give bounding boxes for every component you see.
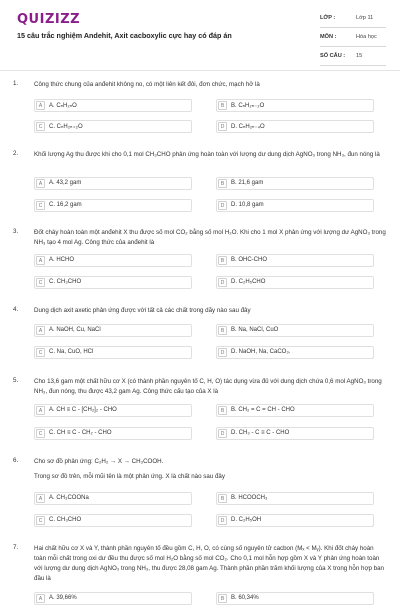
question-text: Công thức chung của anđehit không no, có một liên kết đôi, đơn chức, mạch hở là	[34, 81, 260, 88]
option-b[interactable]	[216, 592, 374, 605]
option-text: B. CH₂ = C = CH - CHO	[231, 407, 295, 413]
option-text: A. 43,2 gam	[49, 180, 82, 186]
option-letter: D	[218, 278, 227, 287]
option-text: A. CH₃COONa	[49, 495, 89, 501]
option-text: C. Na, CuO, HCl	[49, 349, 94, 355]
question-text: Đốt cháy hoàn toàn một anđehit X thu được số mol CO₂ bằng số mol H₂O. Khi cho 1 mol X phản ứng với lượng dư AgNO₃ trong NH₃ tạo 4 mol Ag. Công thức của anđehit là	[34, 229, 386, 246]
option-c[interactable]	[34, 514, 192, 527]
option-a[interactable]	[34, 99, 192, 112]
page-header	[0, 0, 400, 66]
question-text: Khối lượng Ag thu được khi cho 0,1 mol CH₃CHO phản ứng hoàn toàn với lượng dư dung dịch AgNO₃ trong NH₃, đun nóng là	[34, 151, 380, 158]
option-letter: C	[36, 201, 45, 210]
option-text: C. CH₃CHO	[49, 279, 82, 285]
option-a[interactable]	[34, 404, 192, 417]
option-a[interactable]	[34, 492, 192, 505]
option-a[interactable]	[34, 177, 192, 190]
option-b[interactable]	[216, 324, 374, 337]
meta-row-class	[320, 9, 386, 28]
option-text: D. C₂H₅CHO	[231, 279, 266, 285]
option-c[interactable]	[34, 346, 192, 359]
option-b[interactable]	[216, 99, 374, 112]
option-text: C. CₙH₂ₙ₊₂O	[49, 124, 83, 130]
option-text: C. CH₃CHO	[49, 517, 82, 523]
option-letter: D	[218, 516, 227, 525]
header-divider	[0, 70, 400, 71]
option-text: A. NaOH, Cu, NaCl	[49, 327, 101, 333]
option-letter: B	[218, 594, 227, 603]
option-letter: D	[218, 348, 227, 357]
meta-table	[320, 9, 386, 66]
meta-value: 15	[356, 53, 363, 59]
option-text: D. CₙH₂ₙ₋₄O	[231, 124, 265, 130]
option-a[interactable]	[34, 592, 192, 605]
option-text: D. 10,8 gam	[231, 202, 264, 208]
option-text: D. C₂H₅OH	[231, 517, 262, 523]
option-letter: A	[36, 594, 45, 603]
option-a[interactable]	[34, 324, 192, 337]
option-d[interactable]	[216, 276, 374, 289]
meta-row-subject	[320, 28, 386, 47]
option-b[interactable]	[216, 492, 374, 505]
question-number: 5.	[13, 377, 19, 384]
quizizz-logo: QUIZIZZ	[17, 12, 81, 27]
meta-label: SỐ CÂU :	[320, 53, 346, 59]
question-text-2: Trong sơ đồ trên, mỗi mũi tên là một phản ứng. X là chất nào sau đây	[34, 473, 225, 480]
option-letter: C	[36, 122, 45, 131]
option-letter: C	[36, 348, 45, 357]
option-text: D. CH₃ - C ≡ C - CHO	[231, 430, 290, 436]
option-letter: B	[218, 326, 227, 335]
meta-value: Lớp 11	[356, 15, 374, 21]
option-letter: D	[218, 201, 227, 210]
option-text: B. OHC-CHO	[231, 257, 267, 263]
question-text: Cho 13,6 gam một chất hữu cơ X (có thành phần nguyên tố C, H, O) tác dụng vừa đủ với dung dịch chứa 0,6 mol AgNO₃ trong NH₃, đun nóng, thu được 43,2 gam Ag. Công thức cấu tạo của X là	[34, 378, 382, 395]
option-letter: A	[36, 101, 45, 110]
option-letter: A	[36, 179, 45, 188]
question-number: 1.	[13, 80, 19, 87]
option-letter: A	[36, 406, 45, 415]
option-letter: A	[36, 256, 45, 265]
option-letter: B	[218, 406, 227, 415]
option-c[interactable]	[34, 427, 192, 440]
option-text: B. 60,34%	[231, 595, 259, 601]
question-number: 3.	[13, 228, 19, 235]
question-text: Hai chất hữu cơ X và Y, thành phần nguyên tố đều gồm C, H, O, có cùng số nguyên tử cacbon (Mₓ < Mᵧ). Khi đốt cháy hoàn toàn mỗi chất trong oxi dư đều thu được số mol H₂O bằng số mol CO₂. Cho 0,1 mol hỗn hợp gồm X và Y phản ứng hoàn toàn với lượng dư dung dịch AgNO₃ trong NH₃, thu được 28,08 gam Ag. Thành phần phần trăm khối lượng của X trong hỗn hợp ban đầu là	[34, 545, 384, 582]
option-b[interactable]	[216, 254, 374, 267]
option-letter: C	[36, 516, 45, 525]
option-d[interactable]	[216, 427, 374, 440]
option-d[interactable]	[216, 120, 374, 133]
option-letter: B	[218, 494, 227, 503]
option-text: D. NaOH, Na, CaCO₃.	[231, 349, 291, 355]
question-number: 2.	[13, 150, 19, 157]
option-text: A. HCHO	[49, 257, 75, 263]
option-text: B. HCOOCH₃	[231, 495, 268, 501]
option-text: C. CH ≡ C - CH₂ - CHO	[49, 430, 112, 436]
question-number: 7.	[13, 544, 19, 551]
option-a[interactable]	[34, 254, 192, 267]
option-text: A. CₙH₂ₙO	[49, 103, 77, 109]
question-number: 6.	[13, 457, 19, 464]
meta-label: LỚP :	[320, 15, 336, 21]
option-text: B. 21,6 gam	[231, 180, 264, 186]
option-text: B. CₙH₂ₙ₋₂O	[231, 103, 265, 109]
option-letter: C	[36, 429, 45, 438]
meta-label: MÔN :	[320, 34, 337, 40]
option-b[interactable]	[216, 404, 374, 417]
option-d[interactable]	[216, 346, 374, 359]
option-letter: B	[218, 101, 227, 110]
option-b[interactable]	[216, 177, 374, 190]
option-c[interactable]	[34, 276, 192, 289]
option-d[interactable]	[216, 514, 374, 527]
option-text: B. Na, NaCl, CuO	[231, 327, 279, 333]
option-text: C. 16,2 gam	[49, 202, 82, 208]
meta-value: Hóa học	[356, 34, 377, 40]
option-letter: B	[218, 256, 227, 265]
option-letter: D	[218, 429, 227, 438]
option-text: A. 39,66%	[49, 595, 77, 601]
question-number: 4.	[13, 306, 19, 313]
option-letter: D	[218, 122, 227, 131]
option-letter: C	[36, 278, 45, 287]
option-d[interactable]	[216, 199, 374, 212]
option-letter: B	[218, 179, 227, 188]
option-text: A. CH ≡ C - [CH₂]₂ - CHO	[49, 407, 117, 413]
option-c[interactable]	[34, 199, 192, 212]
question-text: Dung dịch axit axetic phản ứng được với tất cả các chất trong dãy nào sau đây	[34, 307, 251, 314]
option-letter: A	[36, 494, 45, 503]
option-letter: A	[36, 326, 45, 335]
meta-row-count	[320, 47, 386, 66]
question-text: Cho sơ đồ phản ứng: C₂H₂ → X → CH₃COOH.	[34, 458, 164, 465]
option-c[interactable]	[34, 120, 192, 133]
page-title: 15 câu trắc nghiệm Andehit, Axit cacboxylic cực hay có đáp án	[17, 31, 232, 40]
